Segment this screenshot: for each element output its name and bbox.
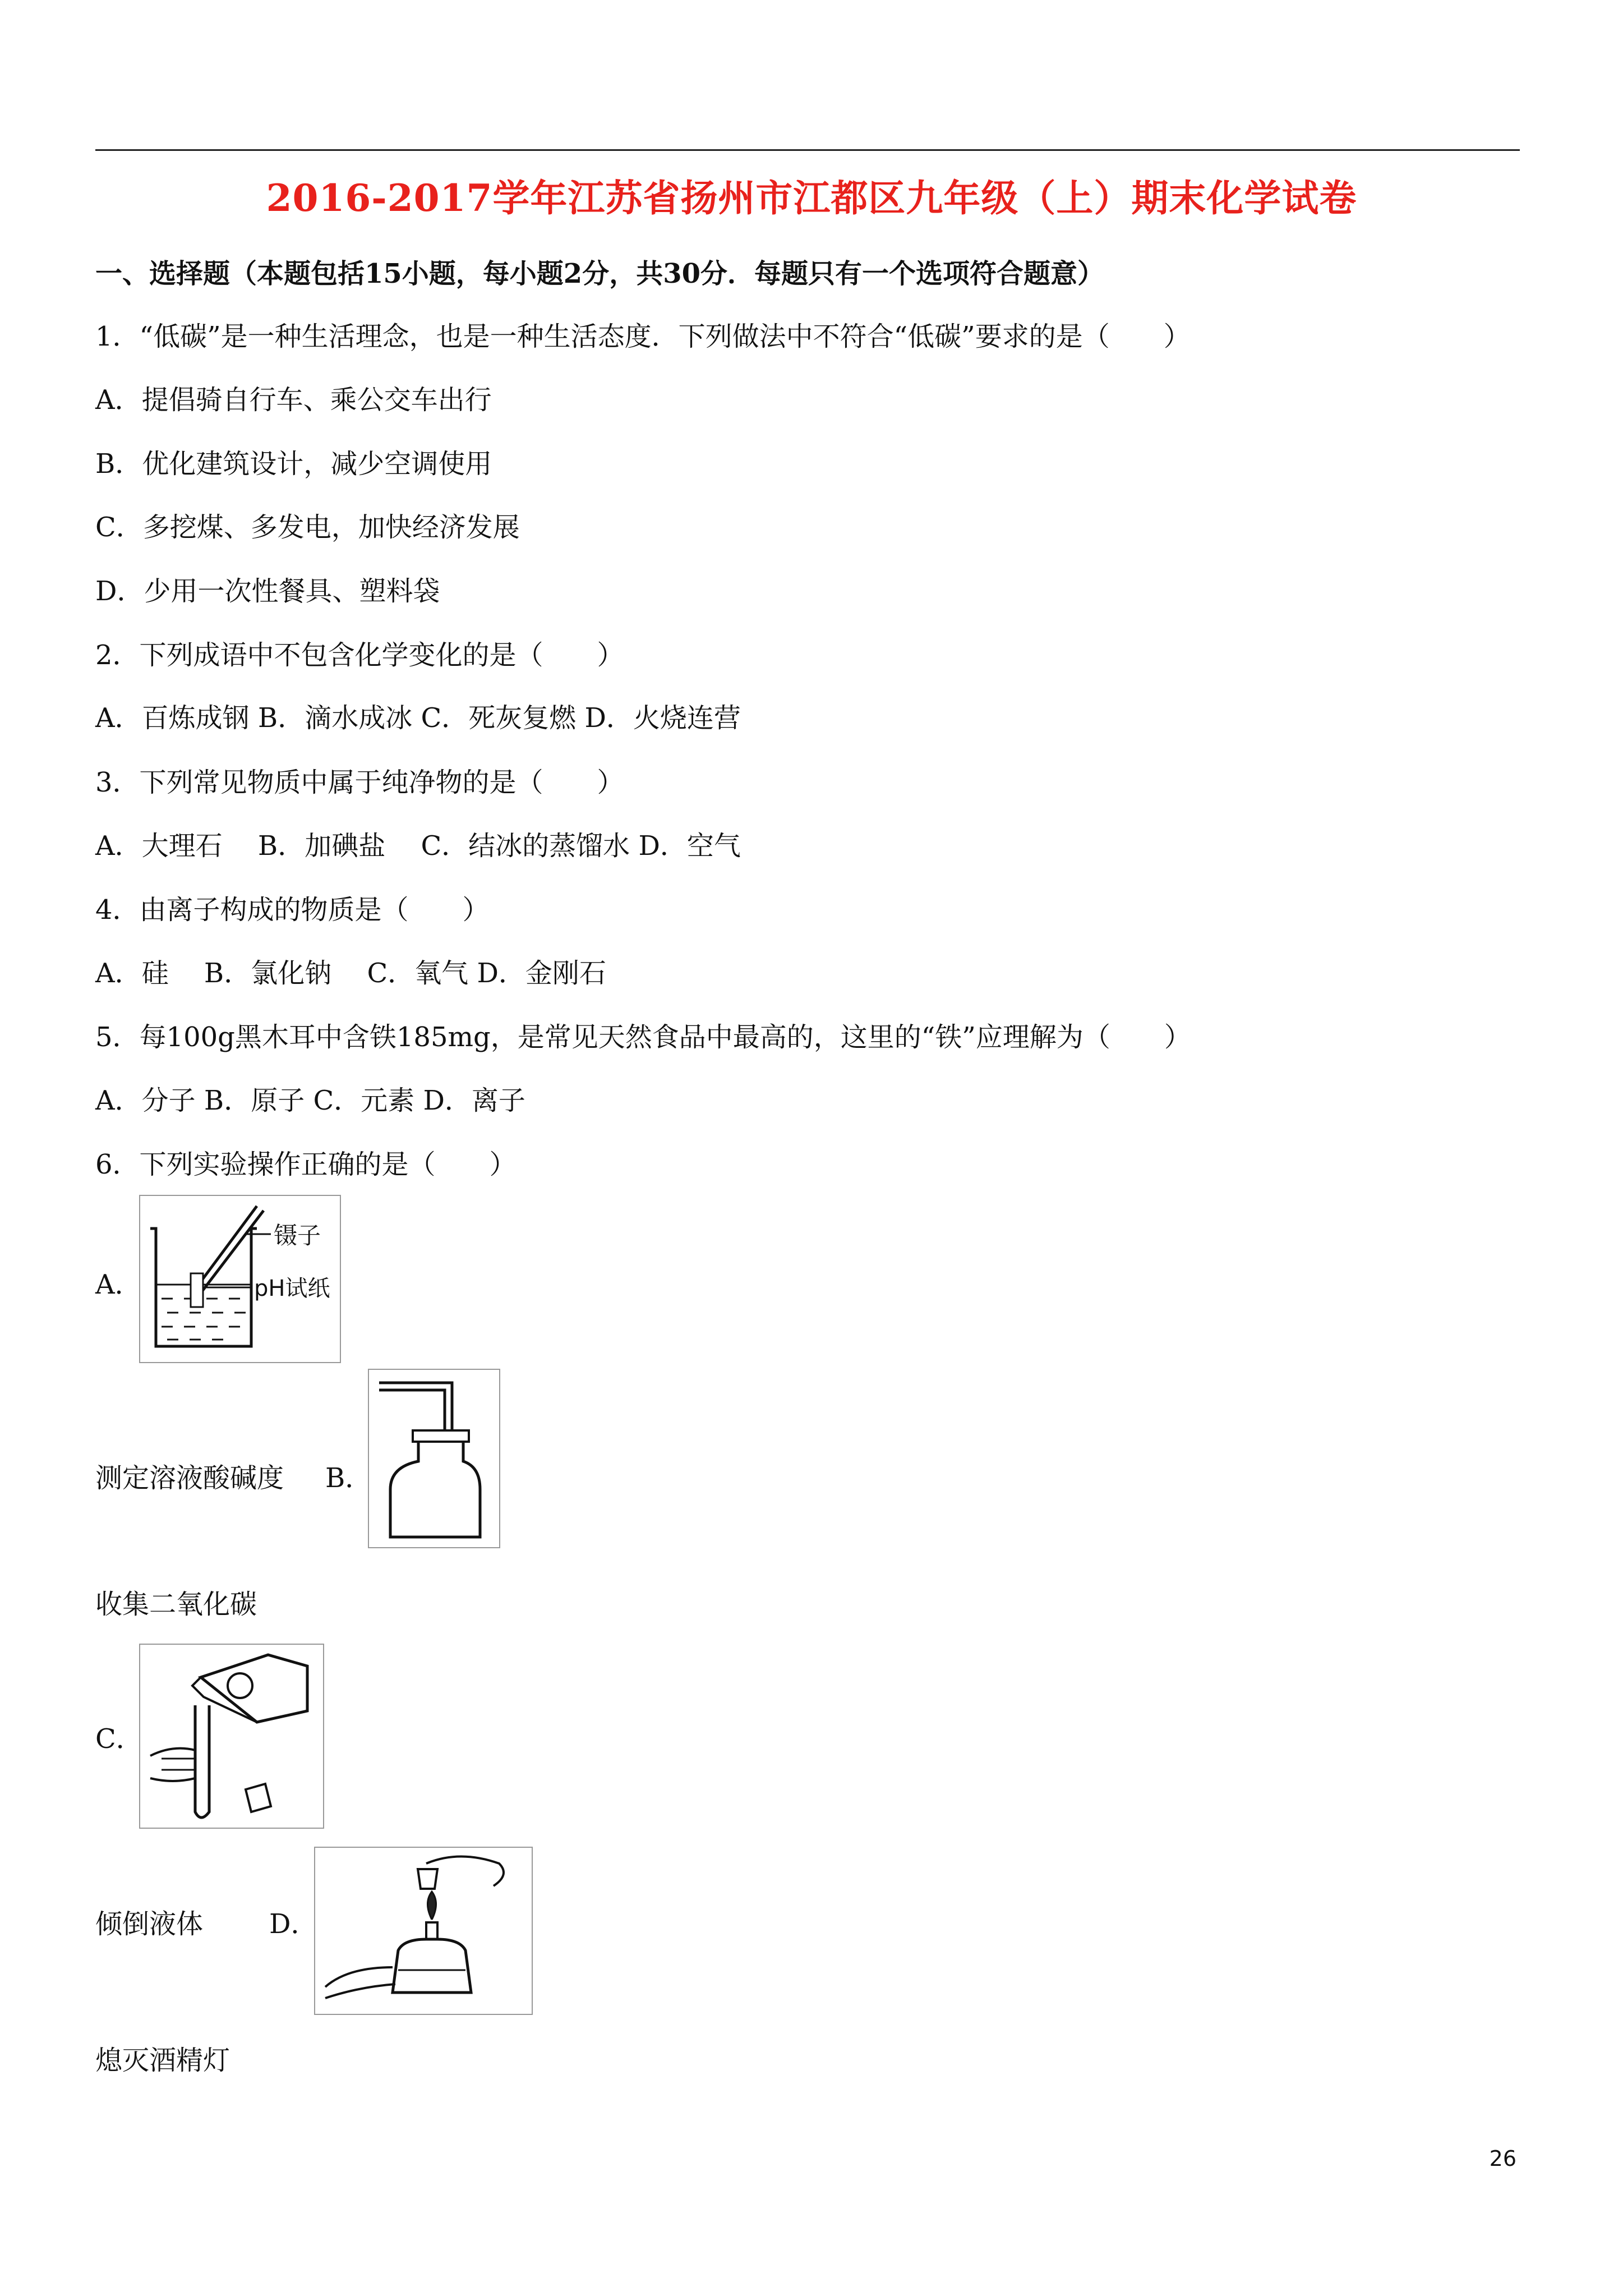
section-heading: 一、选择题（本题包括15小题，每小题2分，共30分．每题只有一个选项符合题意） xyxy=(95,258,1104,289)
header-rule xyxy=(95,149,1520,151)
question-2-stem: 2．下列成语中不包含化学变化的是（ ） xyxy=(95,639,624,671)
question-6-option-d-caption: 熄灭酒精灯 xyxy=(95,2045,230,2076)
question-6-option-c-letter: C． xyxy=(95,1723,143,1755)
question-6-option-b-letter: B． xyxy=(325,1462,372,1494)
gas-collection-bottle-figure xyxy=(368,1369,500,1548)
page-number: 26 xyxy=(1489,2146,1516,2171)
ph-paper-label: pH试纸 xyxy=(254,1276,330,1301)
question-2-options: A．百炼成钢 B．滴水成冰 C．死灰复燃 D．火烧连营 xyxy=(95,702,741,734)
tweezers-label: 镊子 xyxy=(274,1222,321,1249)
question-6-option-d-letter: D． xyxy=(269,1908,318,1940)
question-6-stem: 6．下列实验操作正确的是（ ） xyxy=(95,1149,517,1180)
question-3-stem: 3．下列常见物质中属于纯净物的是（ ） xyxy=(95,767,624,798)
alcohol-lamp-figure xyxy=(314,1847,533,2015)
question-1-option-a: A．提倡骑自行车、乘公交车出行 xyxy=(95,384,492,416)
question-6-option-b-caption: 收集二氧化碳 xyxy=(95,1589,257,1620)
pouring-liquid-figure xyxy=(139,1644,324,1829)
question-1-option-b: B．优化建筑设计，减少空调使用 xyxy=(95,448,492,480)
question-6-option-c-caption: 倾倒液体 xyxy=(95,1908,204,1940)
exam-title: 2016-2017学年江苏省扬州市江都区九年级（上）期末化学试卷 xyxy=(266,176,1357,220)
question-5-stem: 5．每100g黑木耳中含铁185mg，是常见天然食品中最高的，这里的“铁”应理解为（ ） xyxy=(95,1022,1191,1053)
question-4-options: A．硅 B．氯化钠 C．氧气 D．金刚石 xyxy=(95,958,606,989)
question-6-option-a-caption: 测定溶液酸碱度 xyxy=(95,1462,284,1494)
ph-test-figure xyxy=(139,1195,341,1363)
question-6-option-a-letter: A． xyxy=(95,1269,142,1300)
question-4-stem: 4．由离子构成的物质是（ ） xyxy=(95,894,490,926)
question-1-option-c: C．多挖煤、多发电，加快经济发展 xyxy=(95,512,520,543)
question-1-stem: 1．“低碳”是一种生活理念，也是一种生活态度．下列做法中不符合“低碳”要求的是（ ） xyxy=(95,321,1191,352)
question-1-option-d: D．少用一次性餐具、塑料袋 xyxy=(95,576,440,607)
question-3-options: A．大理石 B．加碘盐 C．结冰的蒸馏水 D．空气 xyxy=(95,830,741,862)
question-5-options: A．分子 B．原子 C．元素 D．离子 xyxy=(95,1085,525,1116)
